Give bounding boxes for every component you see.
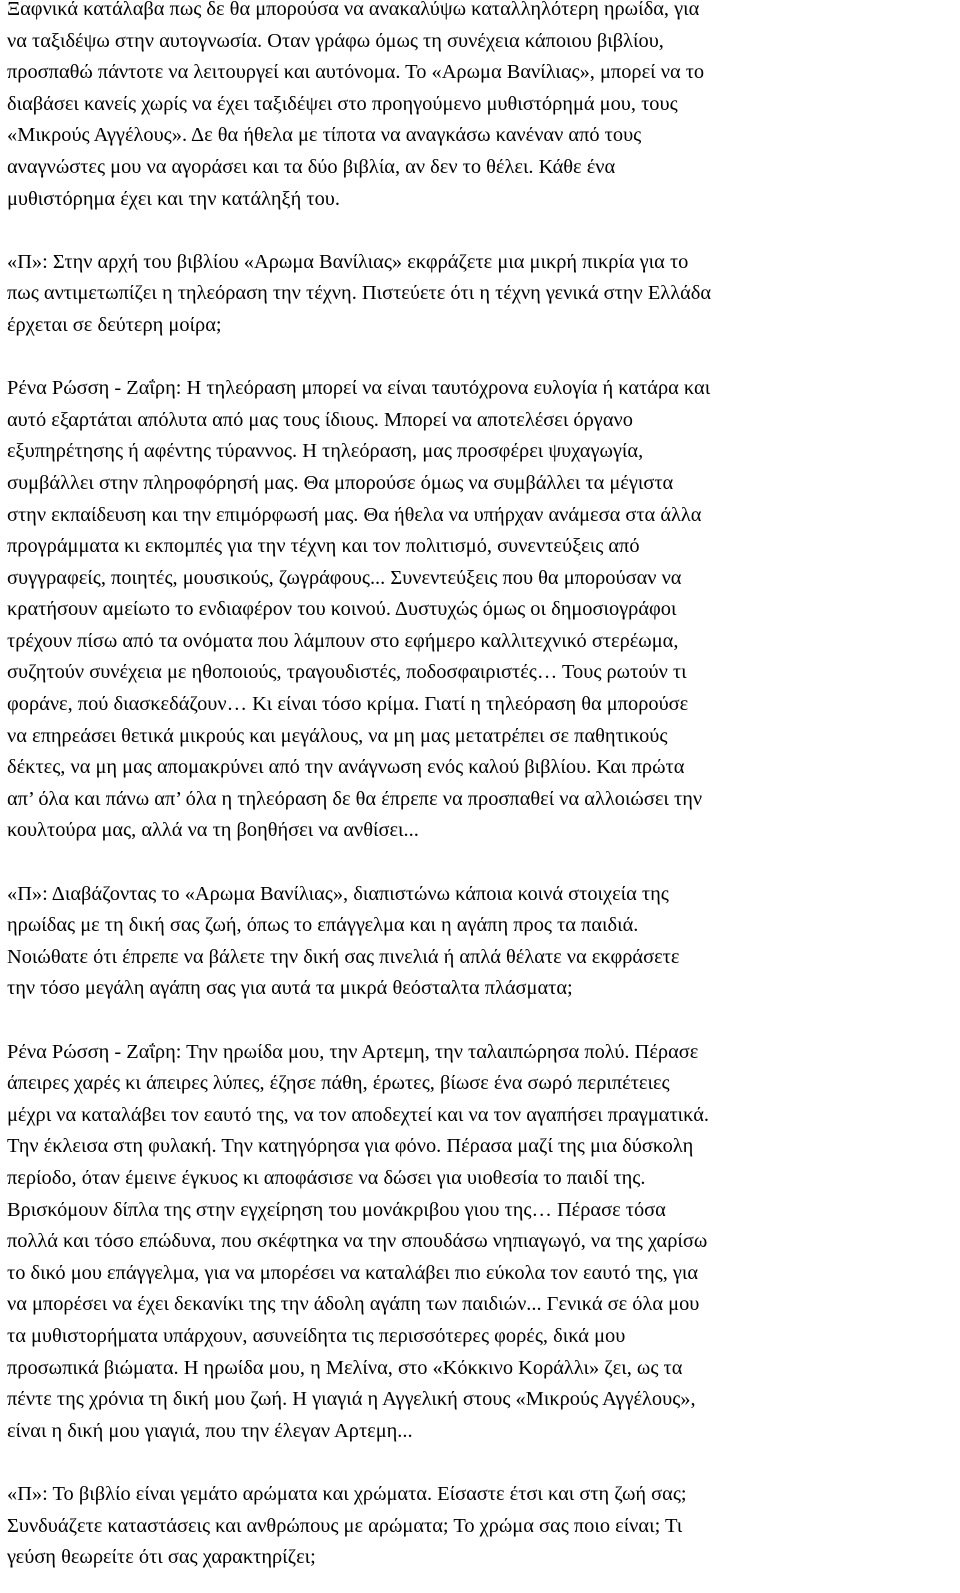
text-line: περίοδο, όταν έμεινε έγκυος κι αποφάσισε να δώσει για υιοθεσία το παιδί της. — [7, 1166, 646, 1189]
text-line: αναγνώστες μου να αγοράσει και τα δύο βιβλία, αν δεν το θέλει. Κάθε ένα — [7, 155, 616, 178]
text-line: να επηρεάσει θετικά μικρούς και μεγάλους, να μη μας μετατρέπει σε παθητικούς — [7, 724, 668, 747]
text-line: τα μυθιστορήματα υπάρχουν, ασυνείδητα τις περισσότερες φορές, δικά μου — [7, 1324, 626, 1347]
text-line: συμβάλλει στην πληροφόρησή μας. Θα μπορούσε όμως να συμβάλλει τα μέγιστα — [7, 471, 674, 494]
text-line: Την έκλεισα στη φυλακή. Την κατηγόρησα για φόνο. Πέρασα μαζί της μια δύσκολη — [7, 1135, 694, 1158]
paragraph-gap — [7, 1005, 952, 1037]
text-line: Νοιώθατε ότι έπρεπε να βάλετε την δική σας πινελιά ή απλά θέλατε να εκφράσετε — [7, 945, 680, 968]
text-line: πολλά και τόσο επώδυνα, που σκέφτηκα να την σπουδάσω νηπιαγωγό, να της χαρίσω — [7, 1230, 708, 1253]
text-line: Ρένα Ρώσση - Ζαΐρη: Την ηρωίδα μου, την Αρτεμη, την ταλαιπώρησα πολύ. Πέρασε — [7, 1040, 699, 1063]
paragraph-answer-1 — [7, 373, 952, 847]
text-line: να μπορέσει να έχει δεκανίκι της την άδολη αγάπη των παιδιών... Γενικά σε όλα μου — [7, 1293, 700, 1316]
paragraph-answer-2 — [7, 1037, 952, 1448]
paragraph-gap — [7, 1447, 952, 1479]
text-line: γεύση θεωρείτε ότι σας χαρακτηρίζει; — [7, 1546, 316, 1569]
text-line: «Μικρούς Αγγέλους». Δε θα ήθελα με τίποτα να αναγκάσω κανέναν από τους — [7, 124, 642, 147]
paragraph-gap — [7, 847, 952, 879]
text-line: μυθιστόρημα έχει και την κατάληξή του. — [7, 187, 340, 210]
text-line: «Π»: Στην αρχή του βιβλίου «Αρωμα Βανίλιας» εκφράζετε μια μικρή πικρία για το — [7, 250, 689, 273]
text-line: Ξαφνικά κατάλαβα πως δε θα μπορούσα να ανακαλύψω καταλληλότερη ηρωίδα, για — [7, 0, 700, 20]
text-line: το δικό μου επάγγελμα, για να μπορέσει να καταλάβει πιο εύκολα τον εαυτό της, για — [7, 1261, 699, 1284]
text-line: άπειρες χαρές κι άπειρες λύπες, έζησε πάθη, έρωτες, βίωσε ένα σωρό περιπέτειες — [7, 1072, 670, 1095]
text-line: δέκτες, να μη μας απομακρύνει από την ανάγνωση ενός καλού βιβλίου. Και πρώτα — [7, 756, 685, 779]
text-line: συζητούν συνέχεια με ηθοποιούς, τραγουδιστές, ποδοσφαιριστές… Τους ρωτούν τι — [7, 661, 687, 684]
text-line: στην εκπαίδευση και την επιμόρφωσή μας. Θα ήθελα να υπήρχαν ανάμεσα στα άλλα — [7, 503, 702, 526]
text-line: Βρισκόμουν δίπλα της στην εγχείρηση του μονάκριβου γιου της… Πέρασε τόσα — [7, 1198, 666, 1221]
text-line: διαβάσει κανείς χωρίς να έχει ταξιδέψει στο προηγούμενο μυθιστόρημά μου, τους — [7, 92, 678, 115]
text-line: είναι η δική μου γιαγιά, που την έλεγαν Αρτεμη... — [7, 1419, 413, 1442]
text-line: «Π»: Διαβάζοντας το «Αρωμα Βανίλιας», διαπιστώνω κάποια κοινά στοιχεία της — [7, 882, 669, 905]
text-line: «Π»: Το βιβλίο είναι γεμάτο αρώματα και χρώματα. Είσαστε έτσι και στη ζωή σας; — [7, 1482, 687, 1505]
text-line: έρχεται σε δεύτερη μοίρα; — [7, 313, 222, 336]
text-line: πέντε της χρόνια τη δική μου ζωή. Η γιαγιά η Αγγελική στους «Μικρούς Αγγέλους», — [7, 1388, 696, 1411]
text-line: να ταξιδέψω στην αυτογνωσία. Οταν γράφω όμως τη συνέχεια κάποιου βιβλίου, — [7, 29, 664, 52]
paragraph-question-3 — [7, 1479, 952, 1574]
text-line: τρέχουν πίσω από τα ονόματα που λάμπουν στο εφήμερο καλλιτεχνικό στερέωμα, — [7, 629, 679, 652]
text-line: μέχρι να καταλάβει τον εαυτό της, να τον αποδεχτεί και να τον αγαπήσει πραγματικά. — [7, 1103, 710, 1126]
text-line: προγράμματα κι εκπομπές για την τέχνη και τον πολιτισμό, συνεντεύξεις από — [7, 535, 640, 558]
paragraph-question-1 — [7, 247, 952, 342]
paragraph-question-2 — [7, 879, 952, 1005]
text-line: ηρωίδας με τη δική σας ζωή, όπως το επάγγελμα και η αγάπη προς τα παιδιά. — [7, 914, 639, 937]
text-line: πως αντιμετωπίζει η τηλεόραση την τέχνη. Πιστεύετε ότι η τέχνη γενικά στην Ελλάδα — [7, 282, 712, 305]
text-line: αυτό εξαρτάται απόλυτα από μας τους ίδιους. Μπορεί να αποτελέσει όργανο — [7, 408, 633, 431]
text-line: εξυπηρέτησης ή αφέντης τύραννος. Η τηλεόραση, μας προσφέρει ψυχαγωγία, — [7, 440, 644, 463]
paragraph-gap — [7, 342, 952, 374]
text-line: κρατήσουν αμείωτο το ενδιαφέρον του κοινού. Δυστυχώς όμως οι δημοσιογράφοι — [7, 598, 677, 621]
text-line: προσωπικά βιώματα. Η ηρωίδα μου, η Μελίνα, στο «Κόκκινο Κοράλλι» ζει, ως τα — [7, 1356, 683, 1379]
text-line: προσπαθώ πάντοτε να λειτουργεί και αυτόνομα. Το «Αρωμα Βανίλιας», μπορεί να το — [7, 61, 705, 84]
text-line: συγγραφείς, ποιητές, μουσικούς, ζωγράφους... Συνεντεύξεις που θα μπορούσαν να — [7, 566, 682, 589]
text-line: Συνδυάζετε καταστάσεις και ανθρώπους με αρώματα; Το χρώμα σας ποιο είναι; Τι — [7, 1514, 683, 1537]
text-line: φοράνε, πού διασκεδάζουν… Κι είναι τόσο κρίμα. Γιατί η τηλεόραση θα μπορούσε — [7, 693, 689, 716]
paragraph-narrative — [7, 0, 952, 215]
text-line: κουλτούρα μας, αλλά να τη βοηθήσει να ανθίσει... — [7, 819, 419, 842]
text-line: απ’ όλα και πάνω απ’ όλα η τηλεόραση δε θα έπρεπε να προσπαθεί να αλλοιώσει την — [7, 787, 703, 810]
text-line: την τόσο μεγάλη αγάπη σας για αυτά τα μικρά θεόσταλτα πλάσματα; — [7, 977, 573, 1000]
paragraph-gap — [7, 215, 952, 247]
text-line: Ρένα Ρώσση - Ζαΐρη: Η τηλεόραση μπορεί να είναι ταυτόχρονα ευλογία ή κατάρα και — [7, 377, 711, 400]
